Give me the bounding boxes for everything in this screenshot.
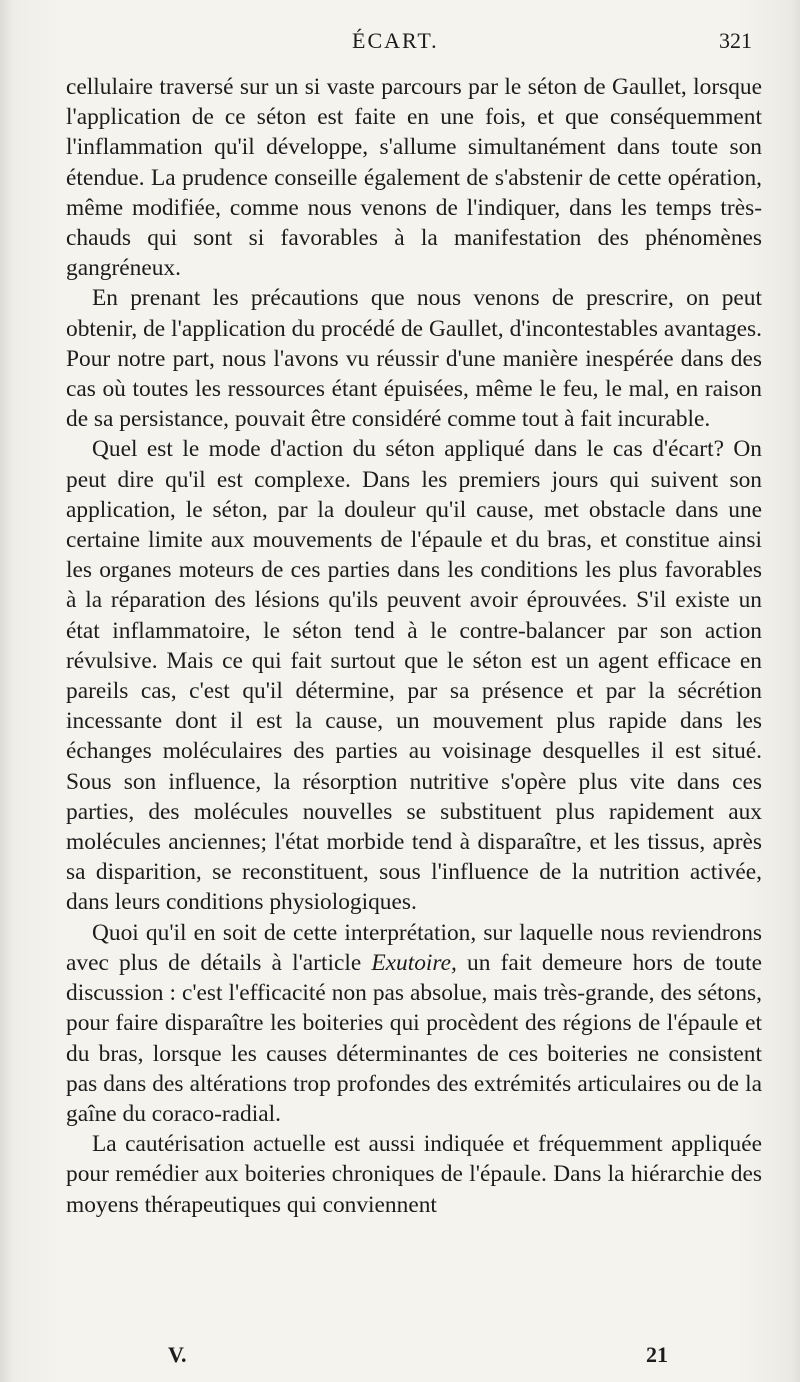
page-body <box>66 72 762 1220</box>
paragraph-mode-action: Quel est le mode d'action du séton appliqué dans le cas d'écart? On peut dire qu'il est complexe. Dans les premiers jours qui suivent son application, le séton, par la douleur qu'il cause, met obstacle dans une certaine limite aux mouvements de l'épaule et du bras, et constitue ainsi les organes moteurs de ces parties dans les conditions les plus favorables à la réparation des lésions qu'ils peuvent avoir éprouvées. S'il existe un état inflammatoire, le séton tend à le contre-balancer par son action révulsive. Mais ce qui fait surtout que le séton est un agent efficace en pareils cas, c'est qu'il détermine, par sa présence et par la sécrétion incessante dont il est la cause, un mouvement plus rapide dans les échanges moléculaires des parties au voisinage desquelles il est situé. Sous son influence, la résorption nutritive s'opère plus vite dans ces parties, des molécules nouvelles se substituent plus rapidement aux molécules anciennes; l'état morbide tend à disparaître, et les tissus, après sa disparition, se reconstituent, sous l'influence de la nutrition activée, dans leurs conditions physiologiques. <box>66 436 762 916</box>
running-head: ÉCART. <box>352 28 439 53</box>
paragraph-precautions: En prenant les précautions que nous venons de prescrire, on peut obtenir, de l'application du procédé de Gaullet, d'incontestables avantages. Pour notre part, nous l'avons vu réussir d'une manière inespérée dans des cas où toutes les ressources étant épuisées, même le feu, le mal, en raison de sa persistance, pouvait être considéré comme tout à fait incurable. <box>66 285 762 433</box>
paragraph-interpretation-start: Quoi qu'il en soit de cette interprétation, sur laquelle nous reviendrons avec plus de détails à l'article <box>66 919 762 976</box>
paragraph-interpretation-end: un fait demeure hors de toute discussion : c'est l'efficacité non pas absolue, mais très-grande, des sétons, pour faire disparaître les boiteries qui procèdent des régions de l'épaule et du bras, lorsque les causes déterminantes de ces boiteries ne consistent pas dans des altérations trop profondes des extrémités articulaires ou de la gaîne du coraco-radial. <box>66 949 762 1127</box>
page-number: 321 <box>719 28 752 53</box>
page-header <box>0 26 800 66</box>
paragraph-cauterisation: La cautérisation actuelle est aussi indiquée et fréquemment appliquée pour remédier aux boiteries chroniques de l'épaule. Dans la hiérarchie des moyens thérapeutiques qui conviennent <box>66 1131 762 1218</box>
paragraph-continuation: cellulaire traversé sur un si vaste parcours par le séton de Gaullet, lorsque l'application de ce séton est faite en une fois, et que conséquemment l'inflammation qu'il développe, s'allume simultanément dans toute son étendue. La prudence conseille également de s'abstenir de cette opération, même modifiée, comme nous venons de l'indiquer, dans les temps très-chauds qui sont si favorables à la manifestation des phénomènes gangréneux. <box>66 74 762 282</box>
signature-number: 21 <box>646 1342 668 1367</box>
exutoire-reference: Exutoire, <box>371 949 457 976</box>
page-footer <box>0 1342 800 1376</box>
signature-mark: V. <box>168 1342 187 1367</box>
paragraph-interpretation <box>66 918 762 1129</box>
